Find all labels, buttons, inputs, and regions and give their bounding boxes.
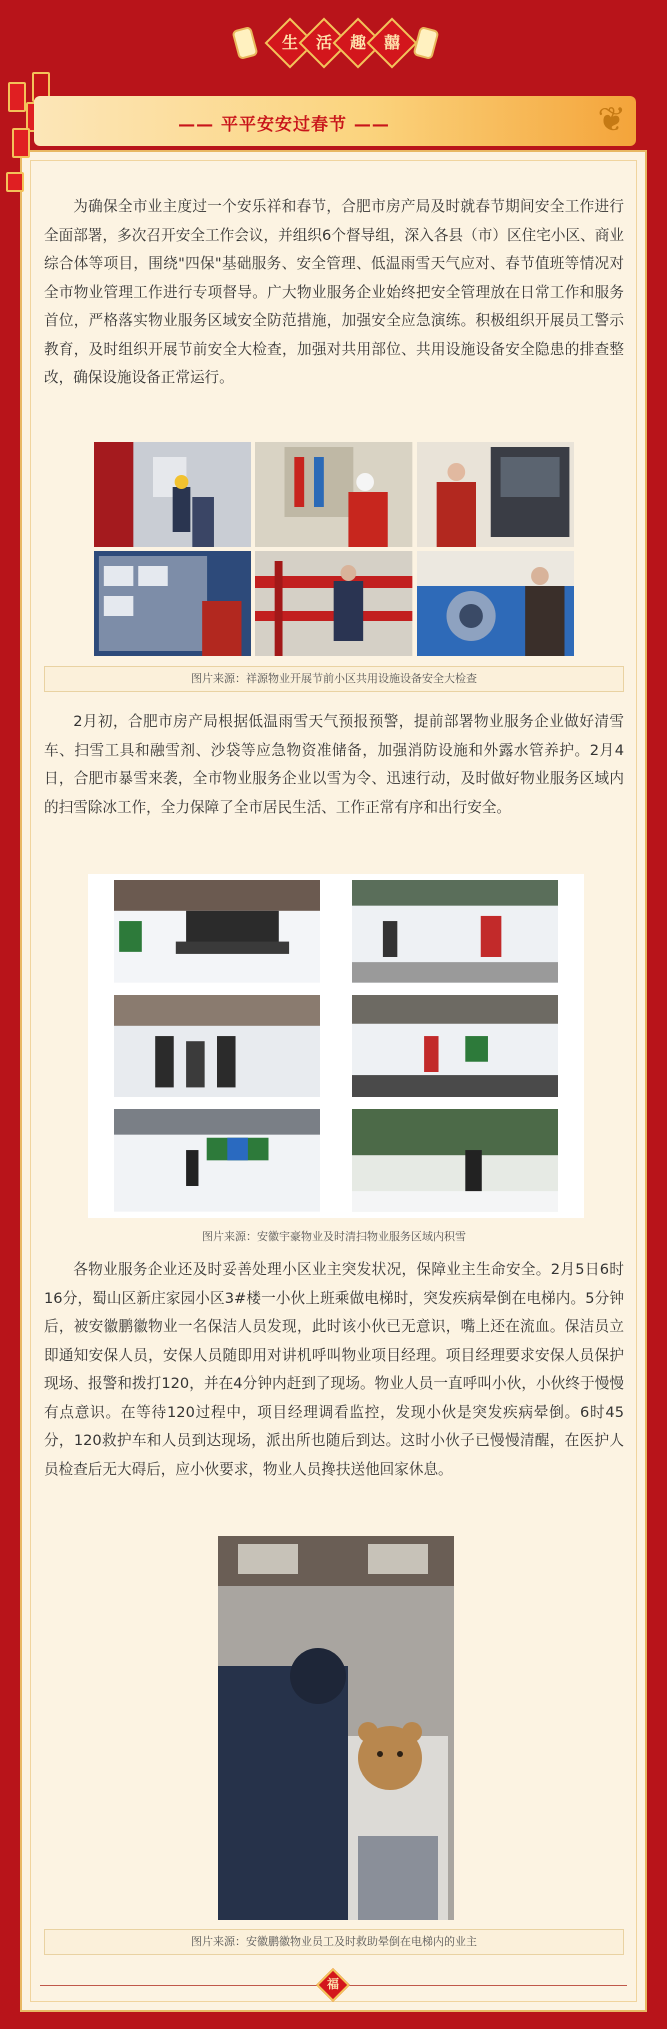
section-title-ribbon (34, 96, 636, 146)
photo (114, 995, 320, 1098)
paragraph-2: 2月初，合肥市房产局根据低温雨雪天气预报预警，提前部署物业服务企业做好清雪车、扫雪工具和融雪剂、沙袋等应急物资准储备，加强消防设施和外露水管养护。2月4日，合肥市暴雪来袭，全市物业服务企业以雪为令、迅速行动，及时做好物业服务区域内的扫雪除冰工作，全力保障了全市居民生活、工作正常有序和出行安全。 (44, 713, 624, 816)
photo (255, 442, 412, 547)
fu-char: 福 (326, 1977, 339, 1991)
dragon-icon: ❦ (597, 100, 626, 140)
photo (352, 995, 558, 1098)
caption-3: 图片来源：安徽鹏徽物业员工及时救助晕倒在电梯内的业主 (44, 1929, 624, 1955)
photo (352, 880, 558, 983)
paragraph-3: 各物业服务企业还及时妥善处理小区业主突发状况，保障业主生命安全。2月5日6时16分，蜀山区新庄家园小区3#楼一小伙上班乘做电梯时，突发疾病晕倒在电梯内。5分钟后，被安徽鹏徽物业一名保洁人员发现，此时该小伙已无意识，嘴上还在流血。保洁员立即通知安保人员，安保人员随即用对讲机呼叫物业项目经理。项目经理要求安保人员保护现场、报警和拨打120，并在4分钟内赶到了现场。物业人员一直呼叫小伙，小伙终于慢慢有点意识。在等待120过程中，项目经理调看监控，发现小伙是突发疾病晕倒。6时45分，120救护车和人员到达现场，派出所也随后到达。这时小伙子已慢慢清醒，在医护人员检查后无大碍后，应小伙要求，物业人员搀扶送他回家休息。 (44, 1261, 624, 1478)
header-badge (0, 16, 667, 76)
badge-char: 生 (281, 33, 298, 52)
paragraph-1: 为确保全市业主度过一个安乐祥和春节，合肥市房产局及时就春节期间安全工作进行全面部署，多次召开安全工作会议，并组织6个督导组，深入各县（市）区住宅小区、商业综合体等项目，围绕"四保"基础服务、安全管理、低温雨雪天气应对、春节值班等情况对全市物业管理工作进行专项督导。广大物业服务企业始终把安全管理放在日常工作和服务首位，严格落实物业服务区域安全防范措施，加强安全应急演练。积极组织开展员工警示教育，及时组织开展节前安全大检查，加强对共用部位、共用设施设备安全隐患的排查整改，确保设施设备正常运行。 (44, 198, 624, 386)
photo (94, 551, 251, 656)
section-title: —— 平平安安过春节 —— (178, 115, 390, 135)
photo-grid-inspection (94, 442, 574, 656)
photo-grid-snow (88, 874, 584, 1218)
lantern-icon (412, 26, 439, 60)
photo (114, 1109, 320, 1212)
caption-1: 图片来源：祥源物业开展节前小区共用设施设备安全大检查 (44, 666, 624, 692)
caption-2: 图片来源：安徽宇豪物业及时清扫物业服务区域内积雪 (202, 1230, 466, 1243)
photo (417, 551, 574, 656)
badge-char: 活 (315, 33, 332, 52)
photo (114, 880, 320, 983)
badge-char: 囍 (383, 33, 400, 52)
photo-elevator (218, 1536, 454, 1920)
photo (255, 551, 412, 656)
photo (417, 442, 574, 547)
lantern-icon (231, 26, 258, 60)
photo (94, 442, 251, 547)
photo (352, 1109, 558, 1212)
badge-char: 趣 (349, 33, 366, 52)
